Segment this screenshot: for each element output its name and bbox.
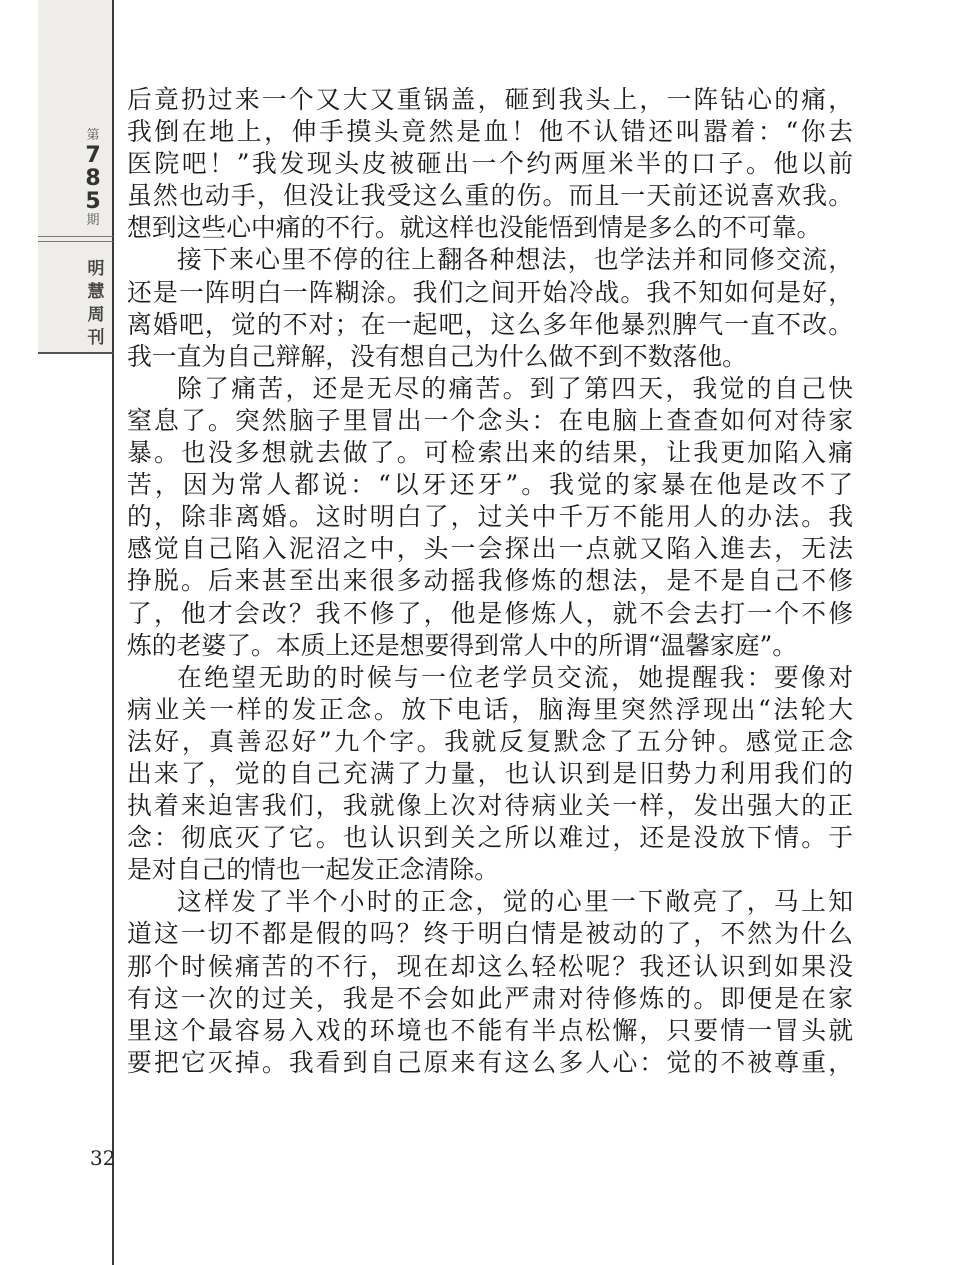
issue-suffix: 期 <box>86 213 100 228</box>
journal-name <box>84 258 108 350</box>
journal-char: 明 <box>87 259 105 279</box>
text-line: 感觉自己陷入泥沼之中，头一会探出一点就又陷入進去，无法 <box>127 534 853 564</box>
text-line: 后竟扔过来一个又大又重锅盖，砸到我头上，一阵钻心的痛， <box>127 85 853 114</box>
text-line: 接下来心里不停的往上翻各种想法，也学法并和同修交流， <box>177 245 853 275</box>
text-line: 窒息了。突然脑子里冒出一个念头：在电脑上查查如何对待家 <box>127 405 853 435</box>
text-line: 在绝望无助的时候与一位老学员交流，她提醒我：要像对 <box>177 662 853 692</box>
text-line: 离婚吧，觉的不对；在一起吧，这么多年他暴烈脾气一直不改。 <box>127 309 853 339</box>
text-line: 苦，因为常人都说：“以牙还牙”。我觉的家暴在他是改不了 <box>127 470 853 500</box>
issue-digit: 5 <box>85 189 101 214</box>
text-line: 我倒在地上，伸手摸头竟然是血！他不认错还叫嚣着：“你去 <box>127 117 853 147</box>
text-line: 挣脱。后来甚至出来很多动摇我修炼的想法，是不是自己不修 <box>127 566 853 596</box>
issue-digit: 8 <box>85 166 101 191</box>
sidebar-divider <box>38 241 113 242</box>
text-line: 出来了，觉的自己充满了力量，也认识到是旧势力利用我们的 <box>127 758 853 788</box>
text-line: 炼的老婆了。本质上还是想要得到常人中的所谓“温馨家庭”。 <box>127 630 798 660</box>
journal-char: 刊 <box>87 328 105 348</box>
text-line: 道这一切不都是假的吗？终于明白情是被动的了，不然为什么 <box>127 919 853 949</box>
text-line: 有这一次的过关，我是不会如此严肃对待修炼的。即便是在家 <box>127 983 853 1013</box>
text-line: 里这个最容易入戏的环境也不能有半点松懈，只要情一冒头就 <box>127 1015 853 1045</box>
text-line: 是对自己的情也一起发正念清除。 <box>127 855 499 885</box>
text-line: 的，除非离婚。这时明白了，过关中千万不能用人的办法。我 <box>127 502 853 532</box>
text-line: 医院吧！”我发现头皮被砸出一个约两厘米半的口子。他以前 <box>127 149 853 179</box>
text-line: 执着来迫害我们，我就像上次对待病业关一样，发出强大的正 <box>127 791 853 821</box>
sidebar-divider <box>38 236 113 237</box>
journal-char: 周 <box>87 305 105 325</box>
text-line: 法好，真善忍好”九个字。我就反复默念了五分钟。感觉正念 <box>127 726 853 756</box>
text-line: 了，他才会改？我不修了，他是修炼人，就不会去打一个不修 <box>127 598 853 628</box>
sidebar-tab-bottom-border <box>38 352 113 354</box>
margin-rule <box>112 0 114 1265</box>
text-line: 我一直为自己辩解，没有想自己为什么做不到不数落他。 <box>127 341 747 371</box>
text-line: 除了痛苦，还是无尽的痛苦。到了第四天，我觉的自己快 <box>177 373 853 403</box>
text-line: 病业关一样的发正念。放下电话，脑海里突然浮现出“法轮大 <box>127 694 853 724</box>
text-line: 要把它灭掉。我看到自己原来有这么多人心：觉的不被尊重， <box>127 1047 853 1077</box>
issue-digit: 7 <box>85 143 101 168</box>
journal-char: 慧 <box>87 282 105 302</box>
issue-prefix: 第 <box>86 128 100 143</box>
text-line: 还是一阵明白一阵糊涂。我们之间开始冷战。我不知如何是好， <box>127 277 853 307</box>
text-line: 这样发了半个小时的正念，觉的心里一下敞亮了，马上知 <box>177 887 853 917</box>
article-body <box>127 84 853 1079</box>
text-line: 虽然也动手，但没让我受这么重的伤。而且一天前还说喜欢我。 <box>127 181 853 211</box>
text-line: 暴。也没多想就去做了。可检索出来的结果，让我更加陷入痛 <box>127 438 853 468</box>
text-line: 那个时候痛苦的不行，现在却这么轻松呢？我还认识到如果没 <box>127 951 853 981</box>
issue-label <box>78 128 108 229</box>
text-line: 想到这些心中痛的不行。就这样也没能悟到情是多么的不可靠。 <box>127 213 822 243</box>
text-line: 念：彻底灭了它。也认识到关之所以难过，还是没放下情。于 <box>127 823 853 853</box>
page-number: 32 <box>90 1146 116 1170</box>
